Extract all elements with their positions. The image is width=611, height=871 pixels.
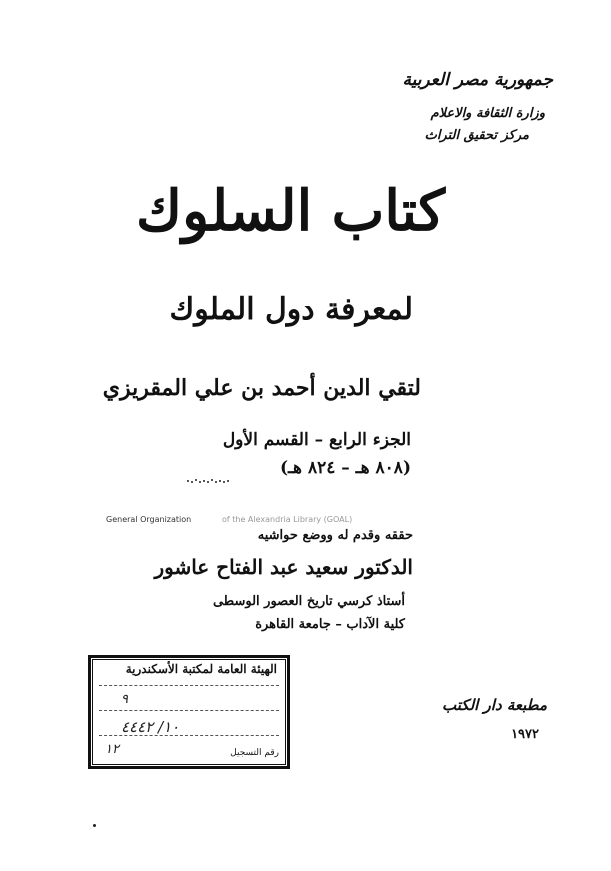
ministry-name: وزارة الثقافة والاعلام [430,106,545,121]
stamp-reg-label: رقم التسجيل [230,748,279,758]
stamp-handwriting: ٩ [121,692,128,707]
stamp-header: الهيئة العامة لمكتبة الأسكندرية [125,662,277,676]
book-author: لتقي الدين أحمد بن علي المقريزي [102,375,421,401]
editor-faculty: كلية الآداب – جامعة القاهرة [255,617,405,632]
catalog-note: General Organization [106,515,192,524]
center-name: مركز تحقيق التراث [424,128,529,143]
stamp-handwriting: ١٢ [105,742,119,757]
publication-year: ١٩٧٢ [511,727,539,742]
stamp-divider [99,710,279,711]
stamp-divider [99,685,279,686]
book-title: كتاب السلوك [135,178,445,244]
scan-speck [93,824,96,827]
book-subtitle: لمعرفة دول الملوك [169,292,413,327]
library-stamp [88,655,290,769]
stamp-reg-number: ١٠/ ٤٤٤٢ [121,718,180,736]
editor-position: أستاذ كرسي تاريخ العصور الوسطى [212,594,405,609]
volume-part: الجزء الرابع – القسم الأول [222,430,411,450]
printer-name: مطبعة دار الكتب [442,696,547,714]
catalog-note-faint: of the Alexandria Library (GOAL) [222,515,353,524]
volume-years: (٨٠٨ هـ – ٨٢٤ هـ) [280,458,411,478]
scan-noise-icon [186,476,232,486]
republic-name: جمهورية مصر العربية [402,70,553,90]
edited-by: حققه وقدم له ووضع حواشيه [257,528,413,543]
editor-name: الدكتور سعيد عبد الفتاح عاشور [154,555,413,579]
